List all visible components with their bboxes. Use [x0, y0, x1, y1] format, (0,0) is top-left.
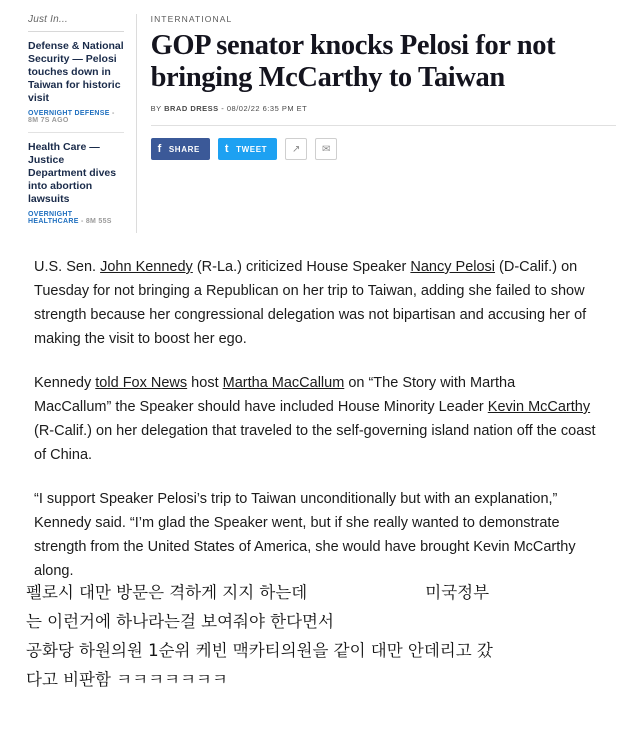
share-row — [151, 138, 616, 160]
byline-author[interactable]: BRAD DRESS — [164, 104, 219, 113]
article-text: (R-Calif.) on her delegation that traveled to the self-governing island nation off the coast of China. — [34, 423, 596, 463]
just-in-time: - — [80, 218, 86, 225]
caption-line-1-a: 펠로시 대만 방문은 격하게 지지 하는데 — [26, 583, 308, 602]
article-body — [0, 233, 640, 583]
share-facebook-button[interactable] — [151, 138, 210, 160]
share-twitter-label: TWEET — [236, 144, 268, 154]
article-text: Kennedy — [34, 375, 96, 391]
byline-prefix: BY — [150, 104, 162, 113]
caption-line-4: 다고 비판함 ㅋㅋㅋㅋㅋㅋㅋ — [26, 670, 228, 689]
just-in-time-value: 8M 7S AGO — [28, 117, 69, 124]
just-in-headline[interactable]: Defense & National Security — Pelosi touches down in Taiwan for historic visit — [28, 40, 124, 104]
envelope-icon: ✉ — [321, 143, 331, 155]
caption-line-1-b: 미국정부 — [425, 583, 490, 602]
just-in-headline[interactable]: Health Care — Justice Department dives into abortion lawsuits — [28, 141, 117, 205]
article-paragraph — [34, 371, 596, 467]
article-link[interactable]: John Kennedy — [100, 259, 193, 275]
article-header — [0, 0, 640, 233]
share-twitter-button[interactable] — [218, 138, 277, 160]
share-link-icon: ↗ — [291, 143, 301, 155]
just-in-meta — [28, 110, 124, 124]
article-text: (D-Calif.) on Tuesday for not bringing a Republican on her trip to Taiwan, adding she failed to show strength because her congressional delegation was not bipartisan and accusing her of making the visit to boost her ego. — [34, 259, 587, 347]
byline — [151, 104, 616, 126]
article-main-column — [151, 14, 616, 164]
just-in-section[interactable]: OVERNIGHT HEALTHCARE — [28, 211, 79, 225]
vertical-divider — [136, 14, 137, 233]
page-title: GOP senator knocks Pelosi for not bringing McCarthy to Taiwan — [150, 30, 556, 93]
just-in-time: - — [111, 110, 115, 117]
article-text: (R-La.) criticized House Speaker — [192, 259, 411, 275]
byline-sep: - — [221, 104, 227, 113]
twitter-icon: t — [224, 142, 230, 155]
article-text: on “The Story with Martha MacCallum” the Speaker should have included House Minority Leader — [34, 375, 516, 415]
just-in-title: Just In... — [28, 14, 124, 32]
caption-line-3: 공화당 하원의원 1순위 케빈 맥카티의원을 같이 대만 안데리고 갔 — [26, 641, 493, 660]
article-link[interactable]: Martha MacCallum — [222, 375, 345, 391]
korean-caption — [26, 578, 622, 694]
article-text: host — [187, 375, 223, 391]
share-facebook-label: SHARE — [168, 144, 200, 154]
byline-date: 08/02/22 6:35 PM ET — [226, 104, 308, 113]
just-in-time-value: 8M 55S — [85, 218, 112, 225]
caption-line-1 — [26, 578, 622, 607]
just-in-meta — [28, 211, 124, 225]
article-kicker[interactable]: INTERNATIONAL — [150, 14, 233, 24]
article-link[interactable]: told Fox News — [95, 375, 188, 391]
share-link-button[interactable] — [285, 138, 307, 160]
share-email-button[interactable] — [315, 138, 337, 160]
just-in-item[interactable] — [28, 32, 124, 133]
article-text: U.S. Sen. — [34, 259, 101, 275]
article-link[interactable]: Kevin McCarthy — [487, 399, 591, 415]
just-in-section[interactable]: OVERNIGHT DEFENSE — [28, 110, 110, 117]
article-link[interactable]: Nancy Pelosi — [410, 259, 496, 275]
caption-line-2: 는 이런거에 하나라는걸 보여줘야 한다면서 — [26, 612, 334, 631]
facebook-icon: f — [157, 142, 162, 155]
just-in-item[interactable] — [28, 133, 124, 233]
just-in-sidebar — [28, 14, 136, 233]
article-paragraph — [34, 255, 596, 351]
article-text: “I support Speaker Pelosi’s trip to Taiwan unconditionally but with an explanation,” Kennedy said. “I’m glad the Speaker went, but if she really wanted to demonstrate strength from the United States of America, she would have brought Kevin McCarthy along. — [34, 491, 576, 579]
article-paragraph — [34, 487, 596, 583]
